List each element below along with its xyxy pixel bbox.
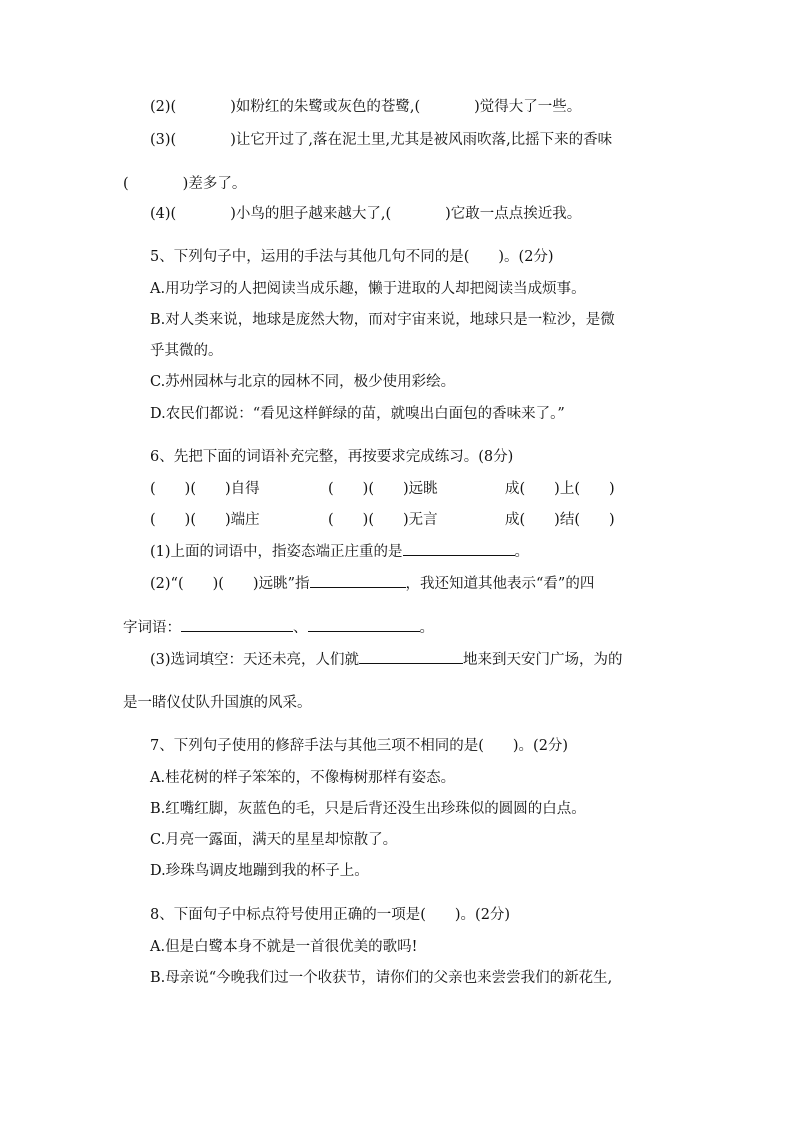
q8-title: 8、下面句子中标点符号使用正确的一项是( )。(2分)	[150, 907, 511, 923]
q6-sub-1-text: (1)上面的词语中，指姿态端正庄重的是	[150, 544, 403, 560]
q5-option-c: C.苏州园林与北京的园林不同，极少使用彩绘。	[150, 374, 456, 390]
q4-item-4-mid: )小鸟的胆子越来越大了,(	[230, 206, 392, 222]
q6-row2-word3: 成( )结( )	[505, 512, 615, 528]
q7-option-b: B.红嘴红脚，灰蓝色的毛，只是后背还没生出珍珠似的圆圆的白点。	[150, 801, 586, 817]
q4-item-4	[150, 204, 581, 224]
q8-option-a: A.但是白鹭本身不就是一首很优美的歌吗!	[150, 939, 418, 955]
q6-sub-2-cont-end: 。	[419, 620, 434, 636]
q6-sub-1	[150, 541, 529, 562]
q6-sub-1-end: 。	[514, 544, 530, 560]
q6-sub-2-cont	[123, 617, 434, 638]
answer-line[interactable]	[308, 617, 420, 632]
q4-item-2	[150, 97, 581, 117]
q5-option-b: B.对人类来说，地球是庞然大物，而对宇宙来说，地球只是一粒沙，是微	[150, 312, 615, 328]
q4-item-3	[150, 130, 612, 150]
q4-item-2-num: (2)(	[150, 99, 177, 115]
q7-title: 7、下列句子使用的修辞手法与其他三项不相同的是( )。(2分)	[150, 738, 569, 754]
q6-sub-3-text: (3)选词填空：天还未亮，人们就	[150, 652, 360, 668]
q4-item-4-end: )它敢一点点挨近我。	[445, 206, 582, 222]
q6-title: 6、先把下面的词语补充完整，再按要求完成练习。(8分)	[150, 449, 514, 465]
answer-line[interactable]	[310, 573, 406, 588]
q6-sub-2-cont-text: 字词语：	[123, 620, 181, 636]
q5-title: 5、下列句子中，运用的手法与其他几句不同的是( )。(2分)	[150, 249, 554, 265]
q7-option-d: D.珍珠鸟调皮地蹦到我的杯子上。	[150, 863, 369, 879]
q6-sub-3	[150, 649, 623, 670]
q4-item-3-mid: )让它开过了,落在泥土里,尤其是被风雨吹落,比摇下来的香味	[230, 132, 613, 148]
q6-sub-2	[150, 573, 594, 594]
answer-line[interactable]	[181, 617, 293, 632]
q6-row1-word1: ( )( )自得	[150, 481, 260, 497]
q7-option-c: C.月亮一露面，满天的星星却惊散了。	[150, 832, 398, 848]
q5-option-b-cont: 乎其微的。	[150, 343, 223, 359]
q6-row1-word2: ( )( )远眺	[328, 481, 438, 497]
q6-sub-2-text: (2)“( )( )远眺”指	[150, 576, 310, 592]
q4-item-3-num: (3)(	[150, 132, 177, 148]
q4-item-3-cont-start: (	[123, 176, 129, 192]
q4-item-4-num: (4)(	[150, 206, 177, 222]
q6-sub-3-cont: 是一睹仪仗队升国旗的风采。	[123, 695, 312, 711]
q8-option-b: B.母亲说“今晚我们过一个收获节，请你们的父亲也来尝尝我们的新花生,	[150, 970, 613, 986]
q5-option-d: D.农民们都说：“看见这样鲜绿的苗，就嗅出白面包的香味来了。”	[150, 406, 565, 422]
answer-line[interactable]	[359, 649, 463, 664]
q5-option-a: A.用功学习的人把阅读当成乐趣，懒于进取的人却把阅读当成烦事。	[150, 281, 586, 297]
q4-item-2-mid: )如粉红的朱鹭或灰色的苍鹭,(	[230, 99, 421, 115]
q4-item-3-cont	[123, 174, 246, 194]
q6-row2-word1: ( )( )端庄	[150, 512, 260, 528]
q6-row2-word2: ( )( )无言	[328, 512, 438, 528]
q6-row1-word3: 成( )上( )	[505, 481, 615, 497]
answer-line[interactable]	[403, 541, 515, 556]
q6-sub-2-end: ，我还知道其他表示“看”的四	[405, 576, 595, 592]
q6-sub-3-end: 地来到天安门广场，为的	[463, 652, 623, 668]
q4-item-3-cont-end: )差多了。	[182, 176, 247, 192]
q4-item-2-end: )觉得大了一些。	[474, 99, 582, 115]
q7-option-a: A.桂花树的样子笨笨的，不像梅树那样有姿态。	[150, 770, 456, 786]
q6-sub-2-cont-sep: 、	[293, 620, 308, 636]
